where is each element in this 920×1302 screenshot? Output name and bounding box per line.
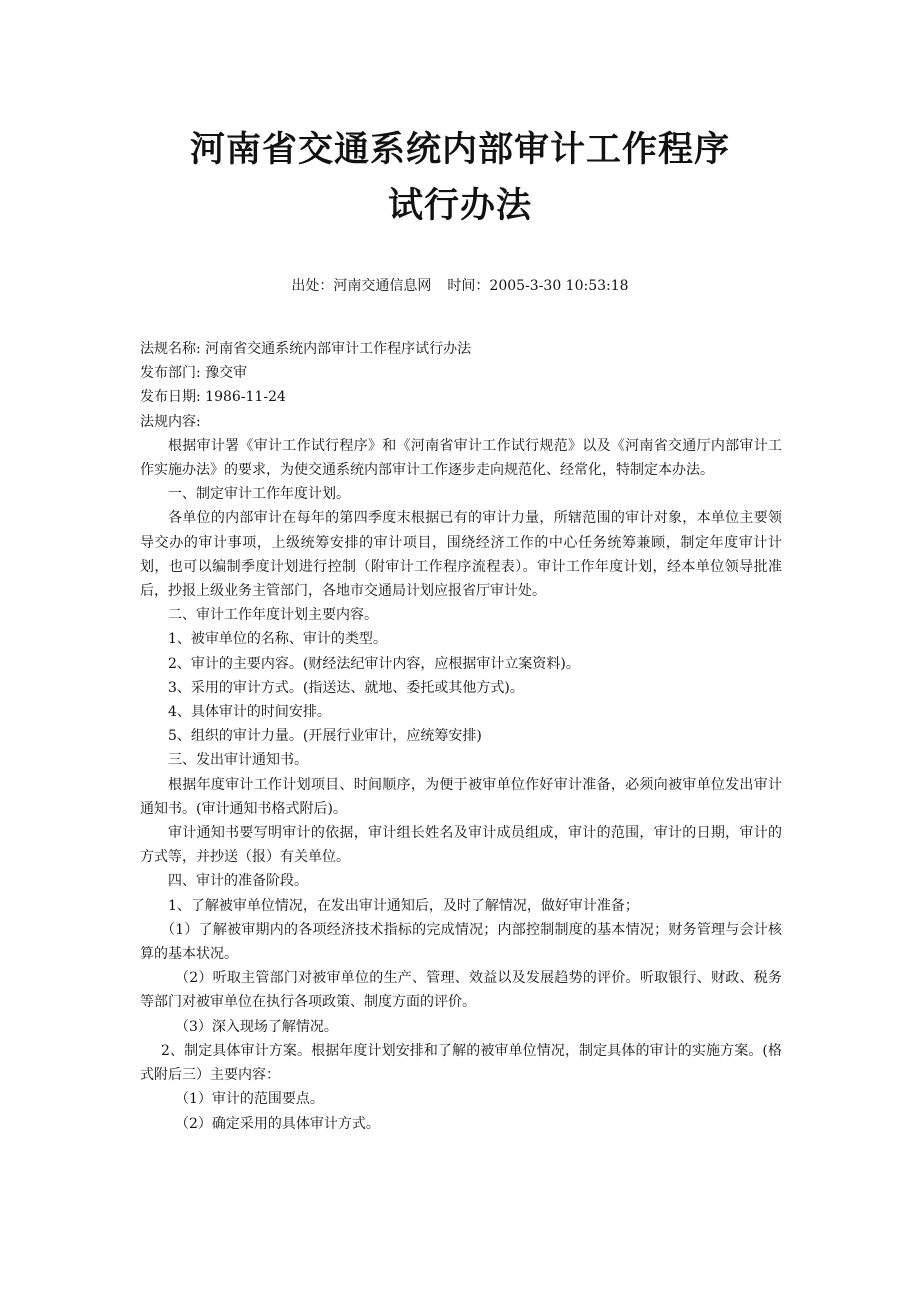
sub-list-item: （2）听取主管部门对被审单位的生产、管理、效益以及发展趋势的评价。听取银行、财政、税务等部门对被审单位在执行各项政策、制度方面的评价。 [140, 970, 782, 1011]
sub-list-item: （1）审计的范围要点。 [175, 1091, 324, 1108]
list-item: 1、被审单位的名称、审计的类型。 [168, 631, 387, 648]
document-body [140, 337, 782, 1136]
regulation-name: 法规名称: 河南省交通系统内部审计工作程序试行办法 [140, 341, 472, 357]
sub-list-item: （3）深入现场了解情况。 [175, 1018, 338, 1035]
source-label: 出处：河南交通信息网 [291, 278, 432, 294]
document-title-line1: 河南省交通系统内部审计工作程序 [189, 130, 730, 170]
section-heading: 二、审计工作年度计划主要内容。 [168, 607, 378, 624]
sub-list-item: （1）了解被审期内的各项经济技术指标的完成情况；内部控制制度的基本情况；财务管理与会计核算的基本状况。 [140, 921, 782, 963]
source-line [0, 275, 920, 295]
list-item: 5、组织的审计力量。(开展行业审计，应统筹安排) [168, 728, 482, 745]
section-heading: 四、审计的准备阶段。 [168, 873, 308, 890]
content-label: 法规内容: [140, 413, 201, 430]
section-heading: 一、制定审计工作年度计划。 [168, 486, 350, 503]
list-item: 2、制定具体审计方案。根据年度计划安排和了解的被审单位情况，制定具体的审计的实施方案。(格式附后三）主要内容： [140, 1042, 782, 1084]
document-title-line2: 试行办法 [387, 186, 532, 226]
paragraph: 各单位的内部审计在每年的第四季度末根据已有的审计力量，所辖范围的审计对象，本单位主要领导交办的审计事项，上级统筹安排的审计项目，围绕经济工作的中心任务统筹兼顾，制定年度审计计划，也可以编制季度计划进行控制（附审计工作程序流程表）。审计工作年度计划，经本单位领导批准后，抄报上级业务主管部门，各地市交通局计划应报省厅审计处。 [140, 510, 782, 600]
list-item: 4、具体审计的时间安排。 [168, 704, 331, 721]
list-item: 3、采用的审计方式。(指送达、就地、委托或其他方式)。 [168, 679, 524, 696]
list-item: 2、审计的主要内容。(财经法纪审计内容，应根据审计立案资料)。 [168, 655, 580, 672]
section-heading: 三、发出审计通知书。 [168, 752, 308, 769]
time-label: 时间：2005-3-30 10:53:18 [447, 278, 629, 294]
sub-list-item: （2）确定采用的具体审计方式。 [175, 1115, 380, 1132]
issuing-department: 发布部门: 豫交审 [140, 365, 248, 382]
paragraph: 根据审计署《审计工作试行程序》和《河南省审计工作试行规范》以及《河南省交通厅内部审计工作实施办法》的要求，为使交通系统内部审计工作逐步走向规范化、经常化，特制定本办法。 [140, 437, 782, 479]
issue-date: 发布日期: 1986-11-24 [140, 389, 286, 406]
paragraph: 根据年度审计工作计划项目、时间顺序，为便于被审单位作好审计准备，必须向被审单位发出审计通知书。(审计通知书格式附后)。 [140, 776, 782, 817]
paragraph: 审计通知书要写明审计的依据，审计组长姓名及审计成员组成，审计的范围，审计的日期，审计的方式等，并抄送（报）有关单位。 [140, 825, 782, 866]
list-item: 1、了解被审单位情况，在发出审计通知后，及时了解情况，做好审计准备； [168, 897, 639, 914]
